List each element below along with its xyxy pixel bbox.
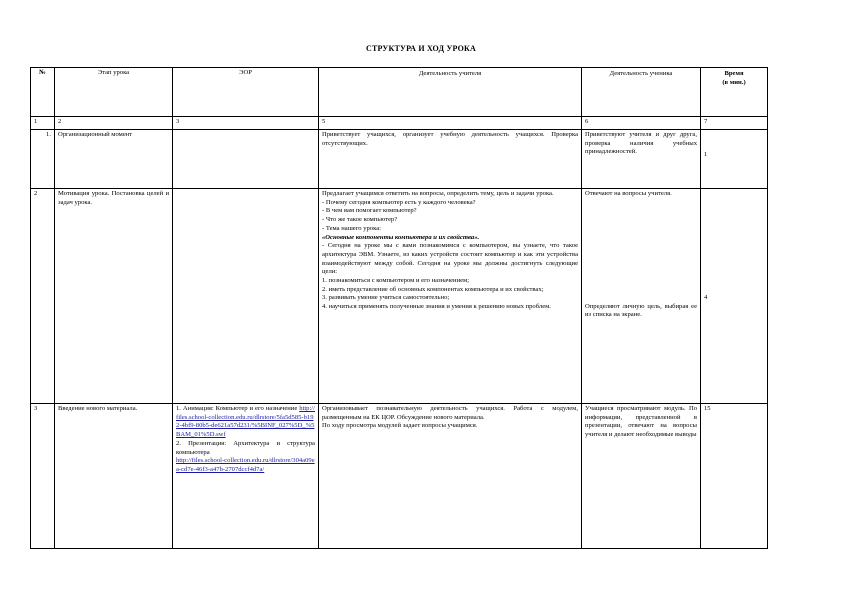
eor-2-link[interactable]: http://files.school-collection.edu.ru/dlrstore/304a09ea-cd7e-46f3-a47b-2707dccf4d7a/ <box>176 457 315 473</box>
row-time <box>701 189 768 404</box>
teacher-line: Организовывает познавательную деятельность учащихся. Работа с модулем, размещенным на ЕК ЦОР. Обсуждение нового материала. <box>322 405 578 421</box>
goal-item: 3. развивать умение учиться самостоятельно; <box>322 294 450 302</box>
row-eor <box>173 189 319 404</box>
teacher-line: - Почему сегодня компьютер есть у каждого человека? <box>322 198 476 206</box>
table-row <box>31 189 768 404</box>
row-eor <box>173 404 319 549</box>
colnum-5: 5 <box>319 117 582 130</box>
table-row <box>31 404 768 549</box>
goal-item: 2. иметь представление об основных компонентах компьютера и их свойствах; <box>322 285 544 293</box>
goal-item: 4. научиться применять полученные знания и умения к решению новых проблем. <box>322 303 551 311</box>
row-num: 2 <box>31 189 55 404</box>
colnum-3: 3 <box>173 117 319 130</box>
lesson-topic: «Основные компоненты компьютера и их свойства». <box>322 233 480 241</box>
header-time-line2: (в мин.) <box>722 78 746 86</box>
lesson-structure-table <box>30 67 768 549</box>
row-stage: Мотивация урока. Постановка целей и задач урока. <box>55 189 173 404</box>
header-num: № <box>31 68 55 117</box>
header-stage: Этап урока <box>55 68 173 117</box>
row-num: 1. <box>31 130 55 189</box>
student-activity-b: Определяют личную цель, выбирая ее из списка на экране. <box>585 302 697 319</box>
spacer <box>585 199 697 303</box>
eor-2-text: 2. Презентация: Архитектура и структура компьютера <box>176 439 315 456</box>
teacher-line: - Сегодня на уроке мы с вами познакомимся с компьютером, вы узнаете, что такое архитектура ЭВМ. Узнаете, из каких устройств состоит компьютер и как эти устройства взаимодействуют между собой. Сегодня на уроке мы должны достигнуть следующие цели: <box>322 242 578 276</box>
row-student: Приветствуют учителя и друг друга, проверка наличия учебных принадлежностей. <box>582 130 701 189</box>
page-title: СТРУКТУРА И ХОД УРОКА <box>366 44 476 53</box>
teacher-line: По ходу просмотра модулей задает вопросы учащимся. <box>322 422 478 430</box>
row-eor <box>173 130 319 189</box>
header-time <box>701 68 768 117</box>
row-time-value: 1 <box>704 151 708 158</box>
eor-1-text: 1. Анимация: Компьютер и его назначение <box>176 405 298 412</box>
row-student: Учащиеся просматривают модуль. По информации, представленной в презентации, отвечают на вопросы учителя и делают необходимые выводы <box>582 404 701 549</box>
row-time: 15 <box>701 404 768 549</box>
goal-item: 1. познакомиться с компьютером и его назначением; <box>322 277 470 285</box>
row-time-value: 4 <box>704 294 708 301</box>
header-teacher: Деятельность учителя <box>319 68 582 117</box>
teacher-line: - В чем вам помогает компьютер? <box>322 207 417 215</box>
row-stage: Введение нового материала. <box>55 404 173 549</box>
row-student <box>582 189 701 404</box>
colnum-1: 1 <box>31 117 55 130</box>
teacher-line: - Тема нашего урока: <box>322 224 381 232</box>
teacher-line: Предлагает учащимся ответить на вопросы, определить тему, цель и задачи урока. <box>322 190 554 197</box>
row-teacher: Приветствует учащихся, организует учебную деятельность учащихся. Проверка отсутствующих. <box>319 130 582 189</box>
row-num: 3 <box>31 404 55 549</box>
eor-1-link[interactable]: http://files.school-collection.edu.ru/dlrstore/5fa5d585-b192-4bf9-80b5-de621a57d231/%5BINF_027%5D_%5BAM_01%5D.swf <box>176 405 315 439</box>
row-stage: Организационный момент <box>55 130 173 189</box>
table-header-row <box>31 68 768 117</box>
table-row <box>31 130 768 189</box>
colnum-2: 2 <box>55 117 173 130</box>
colnum-7: 7 <box>701 117 768 130</box>
header-student: Деятельность ученика <box>582 68 701 117</box>
row-time <box>701 130 768 189</box>
column-number-row <box>31 117 768 130</box>
header-eor: ЭОР <box>173 68 319 117</box>
student-activity-a: Отвечают на вопросы учителя. <box>585 190 672 197</box>
colnum-6: 6 <box>582 117 701 130</box>
row-teacher <box>319 404 582 549</box>
teacher-line: - Что же такое компьютер? <box>322 216 398 224</box>
row-teacher <box>319 189 582 404</box>
header-time-line1: Время <box>724 70 744 77</box>
